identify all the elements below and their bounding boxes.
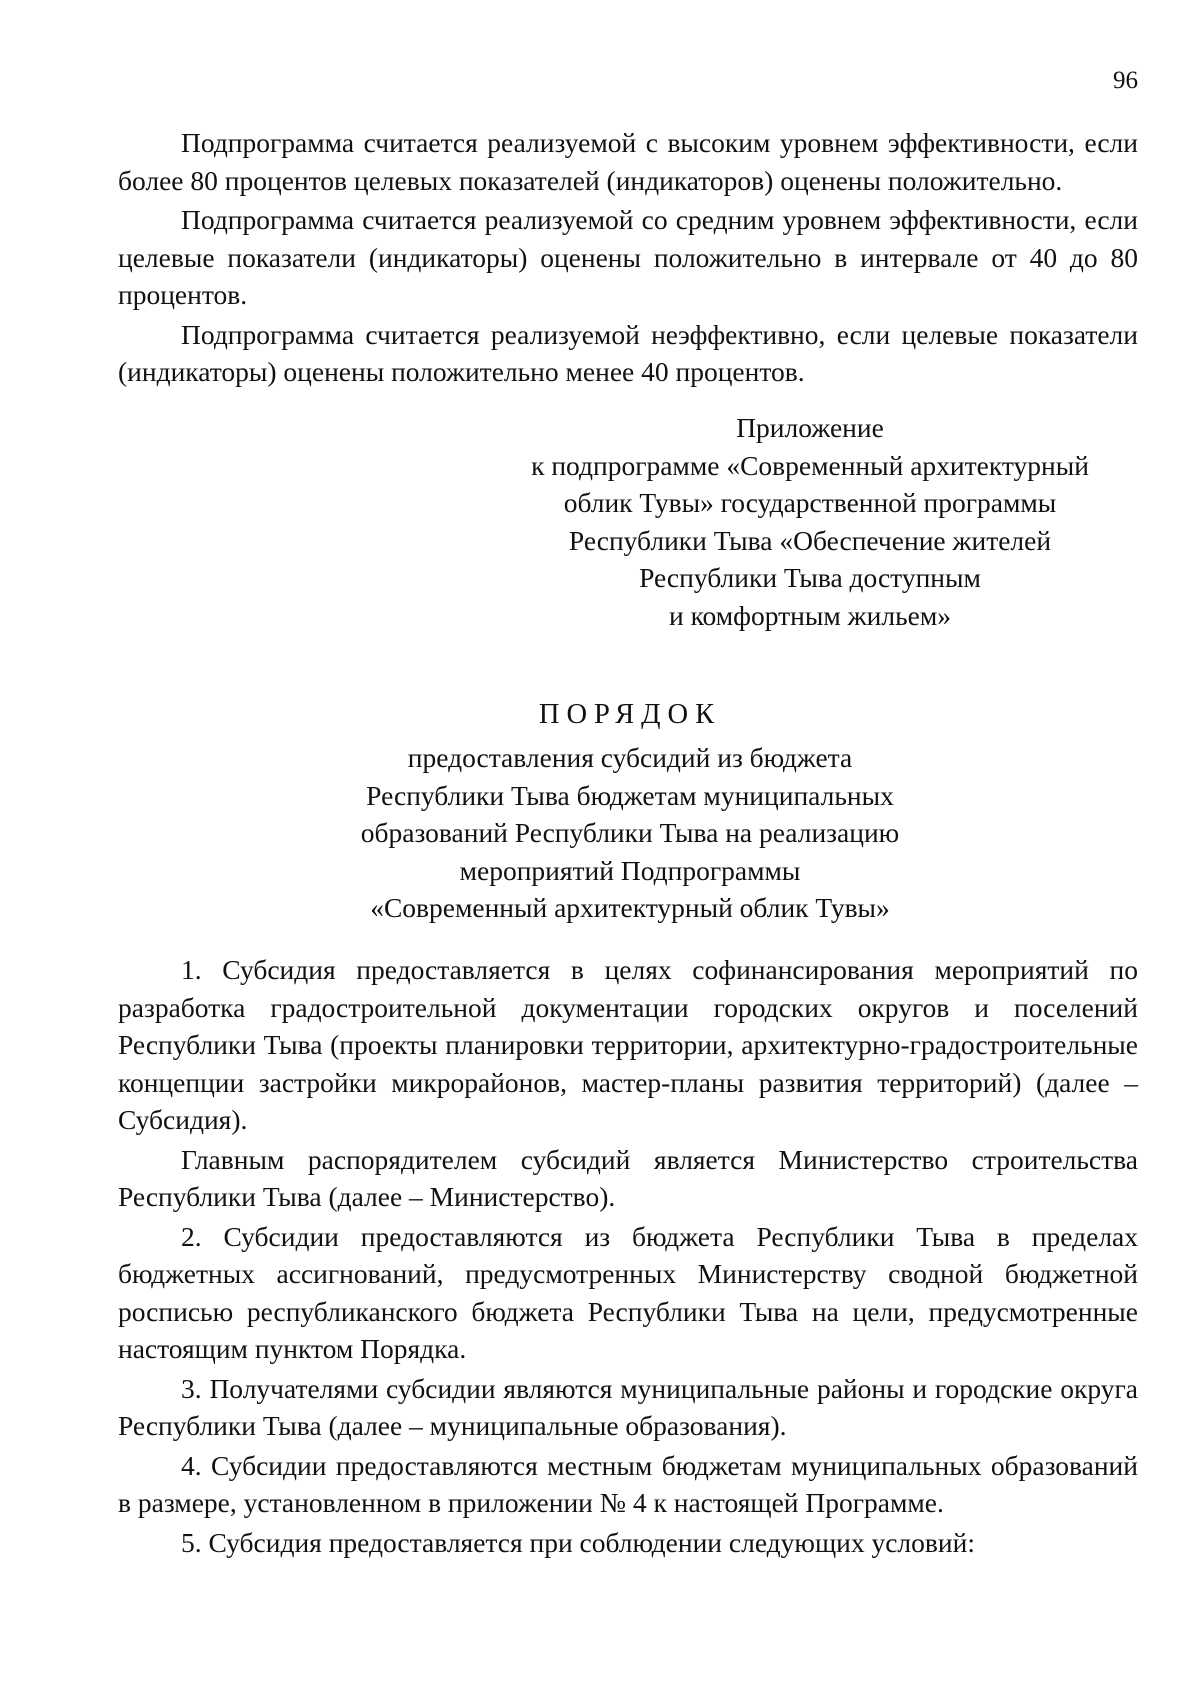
body-paragraph: 5. Субсидия предоставляется при соблюдении следующих условий: (181, 1526, 975, 1558)
page-number: 96 (1113, 67, 1138, 94)
appendix-line: Приложение (736, 412, 884, 443)
appendix-line: Республики Тыва «Обеспечение жителей (568, 524, 1052, 556)
appendix-line: к подпрограмме «Современный архитектурный (531, 449, 1089, 481)
body-paragraph: 3. Получателями субсидии являются муниципальные районы и городские округа Республики Тыва (далее – муниципальные образования). (118, 1372, 1138, 1441)
title-sub-line: «Современный архитектурный облик Тувы» (370, 892, 890, 923)
intro-paragraph: Подпрограмма считается реализуемой неэффективно, если целевые показатели (индикаторы) оценены положительно менее 40 процентов. (118, 318, 1138, 387)
appendix-header (520, 409, 1100, 634)
appendix-line: Республики Тыва доступным (639, 562, 981, 593)
body-paragraph: 1. Субсидия предоставляется в целях софинансирования мероприятий по разработка градостроительной документации городских округов и поселений Республики Тыва (проекты планировки территории, архитектурно-градостроительные концепции застройки микрорайонов, мастер-планы развития территорий) (далее – Субсидия). (118, 954, 1138, 1135)
intro-paragraph: Подпрограмма считается реализуемой со средним уровнем эффективности, если целевые показатели (индикаторы) оценены положительно в интервале от 40 до 80 процентов. (118, 204, 1138, 310)
body-section (118, 951, 1138, 1561)
title-subtitle (300, 739, 960, 927)
title-sub-line: предоставления субсидий из бюджета (407, 742, 853, 773)
title-main: ПОРЯДОК (538, 699, 722, 730)
body-paragraph: 4. Субсидии предоставляются местным бюджетам муниципальных образований в размере, установленном в приложении № 4 к настоящей Программе. (118, 1449, 1138, 1518)
intro-section (118, 124, 1138, 391)
appendix-line: и комфортным жильем» (669, 599, 951, 631)
appendix-line: облик Тувы» государственной программы (563, 487, 1057, 518)
intro-paragraph: Подпрограмма считается реализуемой с высоким уровнем эффективности, если более 80 процентов целевых показателей (индикаторов) оценены положительно. (118, 127, 1138, 196)
document-title (300, 695, 960, 927)
title-sub-line: образований Республики Тыва на реализацию (360, 817, 900, 848)
title-sub-line: мероприятий Подпрограммы (459, 854, 801, 886)
body-paragraph: 2. Субсидии предоставляются из бюджета Республики Тыва в пределах бюджетных ассигнований, предусмотренных Министерству сводной бюджетной росписью республиканского бюджета Республики Тыва на цели, предусмотренные настоящим пунктом Порядка. (118, 1220, 1138, 1364)
body-paragraph: Главным распорядителем субсидий является Министерство строительства Республики Тыва (далее – Министерство). (118, 1143, 1138, 1212)
title-sub-line: Республики Тыва бюджетам муниципальных (366, 779, 894, 811)
